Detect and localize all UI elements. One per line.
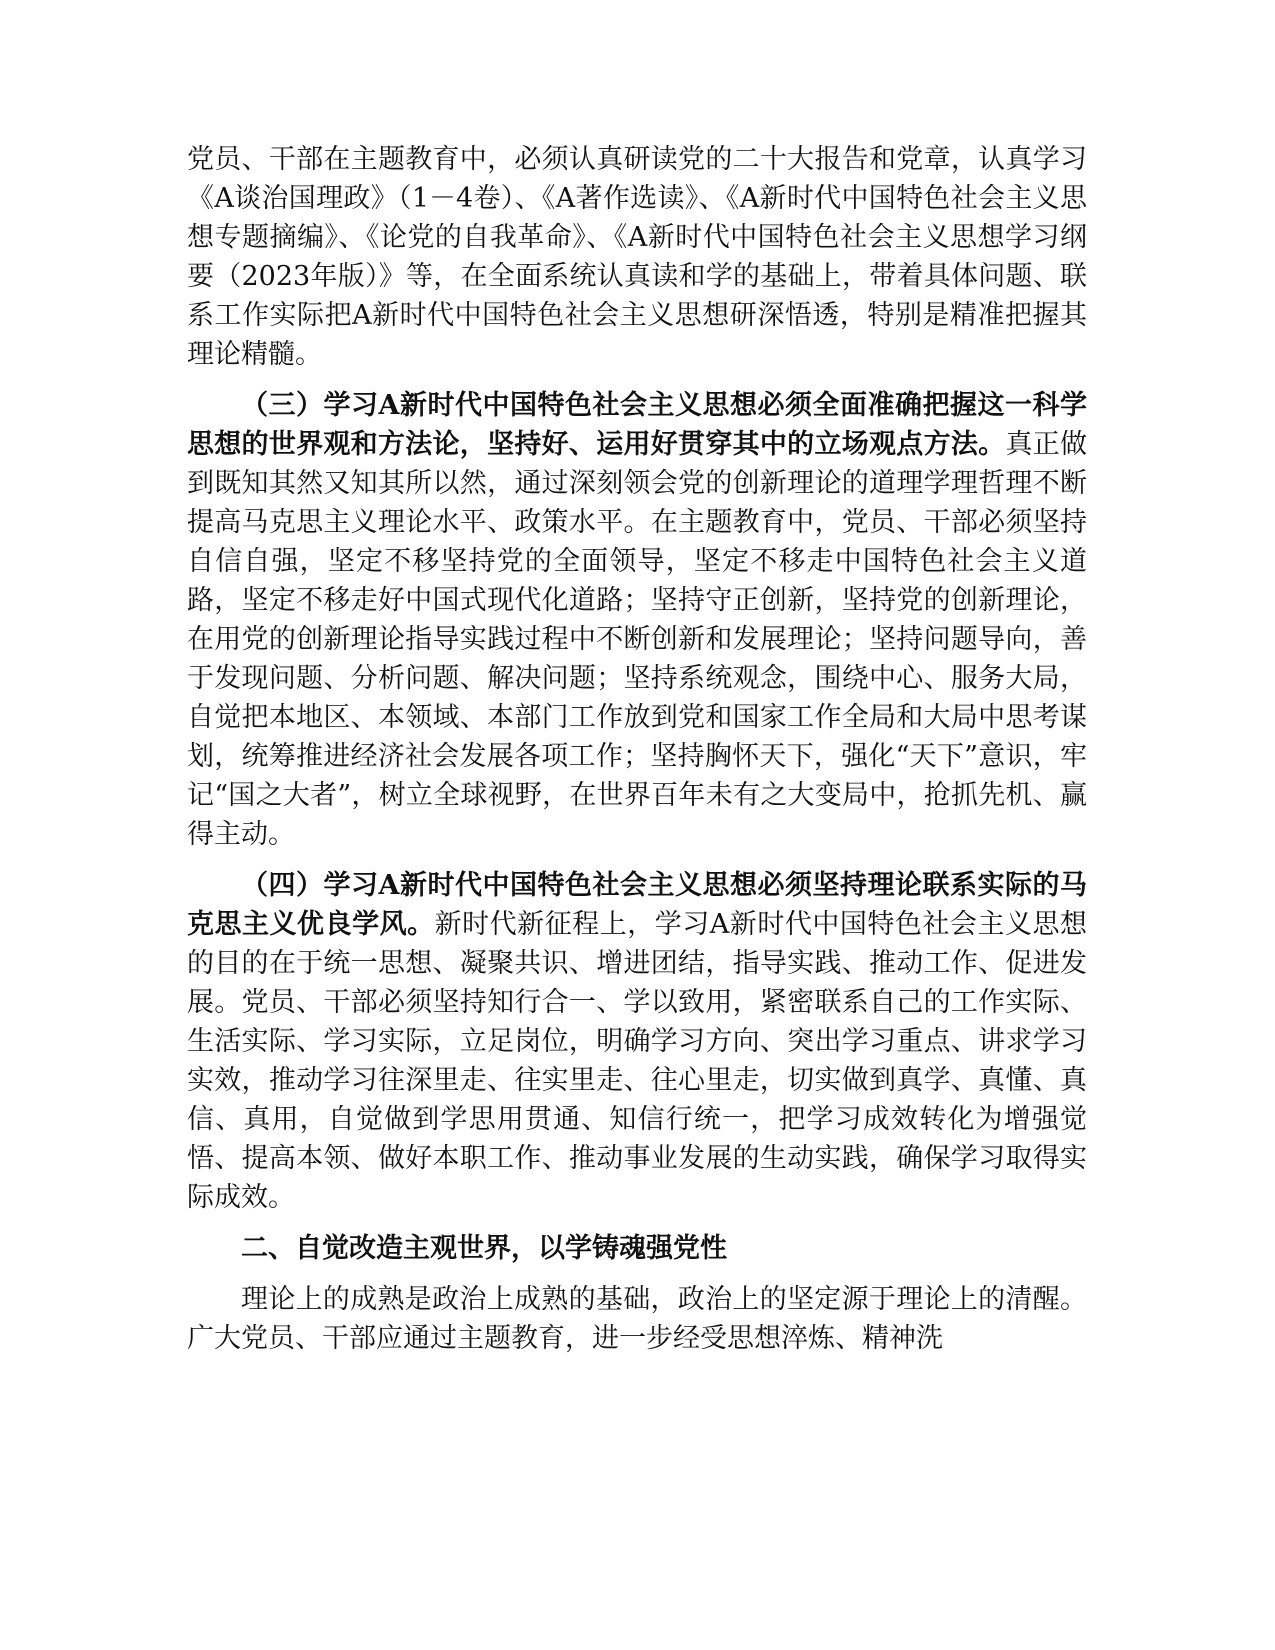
paragraph-theory-maturity: 理论上的成熟是政治上成熟的基础，政治上的坚定源于理论上的清醒。广大党员、干部应通过主题教育，进一步经受思想淬炼、精神洗 [187, 1284, 1087, 1354]
section-three-lead: （三）学习A新时代中国特色社会主义思想必须全面准确把握这一科学思想的世界观和方法论，坚持好、运用好贯穿其中的立场观点方法。 [187, 390, 1087, 460]
section-four-lead: （四）学习A新时代中国特色社会主义思想必须坚持理论联系实际的马克思主义优良学风。 [187, 870, 1087, 940]
section-four-body: 新时代新征程上，学习A新时代中国特色社会主义思想的目的在于统一思想、凝聚共识、增进团结，指导实践、推动工作、促进发展。党员、干部必须坚持知行合一、学以致用，紧密联系自己的工作实际、生活实际、学习实际，立足岗位，明确学习方向、突出学习重点、讲求学习实效，推动学习往深里走、往实里走、往心里走，切实做到真学、真懂、真信、真用，自觉做到学思用贯通、知信行统一，把学习成效转化为增强觉悟、提高本领、做好本职工作、推动事业发展的生动实践，确保学习取得实际成效。 [187, 909, 1087, 1213]
section-heading-two: 二、自觉改造主观世界，以学铸魂强党性 [241, 1233, 727, 1264]
paragraph-study-style [187, 866, 1087, 1217]
paragraph-worldview-methodology [187, 386, 1087, 854]
document-page [187, 140, 1087, 1370]
section-three-body: 真正做到既知其然又知其所以然，通过深刻领会党的创新理论的道理学理哲理不断提高马克思主义理论水平、政策水平。在主题教育中，党员、干部必须坚持自信自强，坚定不移坚持党的全面领导，坚定不移走中国特色社会主义道路，坚定不移走好中国式现代化道路；坚持守正创新，坚持党的创新理论，在用党的创新理论指导实践过程中不断创新和发展理论；坚持问题导向，善于发现问题、分析问题、解决问题；坚持系统观念，围绕中心、服务大局，自觉把本地区、本领域、本部门工作放到党和国家工作全局和大局中思考谋划，统筹推进经济社会发展各项工作；坚持胸怀天下，强化“天下”意识，牢记“国之大者”，树立全球视野，在世界百年未有之大变局中，抢抓先机、赢得主动。 [187, 429, 1087, 850]
paragraph-reading-requirements: 党员、干部在主题教育中，必须认真研读党的二十大报告和党章，认真学习《A谈治国理政》（1－4卷）、《A著作选读》、《A新时代中国特色社会主义思想专题摘编》、《论党的自我革命》、《A新时代中国特色社会主义思想学习纲要（2023年版）》等，在全面系统认真读和学的基础上，带着具体问题、联系工作实际把A新时代中国特色社会主义思想研深悟透，特别是精准把握其理论精髓。 [187, 144, 1087, 370]
